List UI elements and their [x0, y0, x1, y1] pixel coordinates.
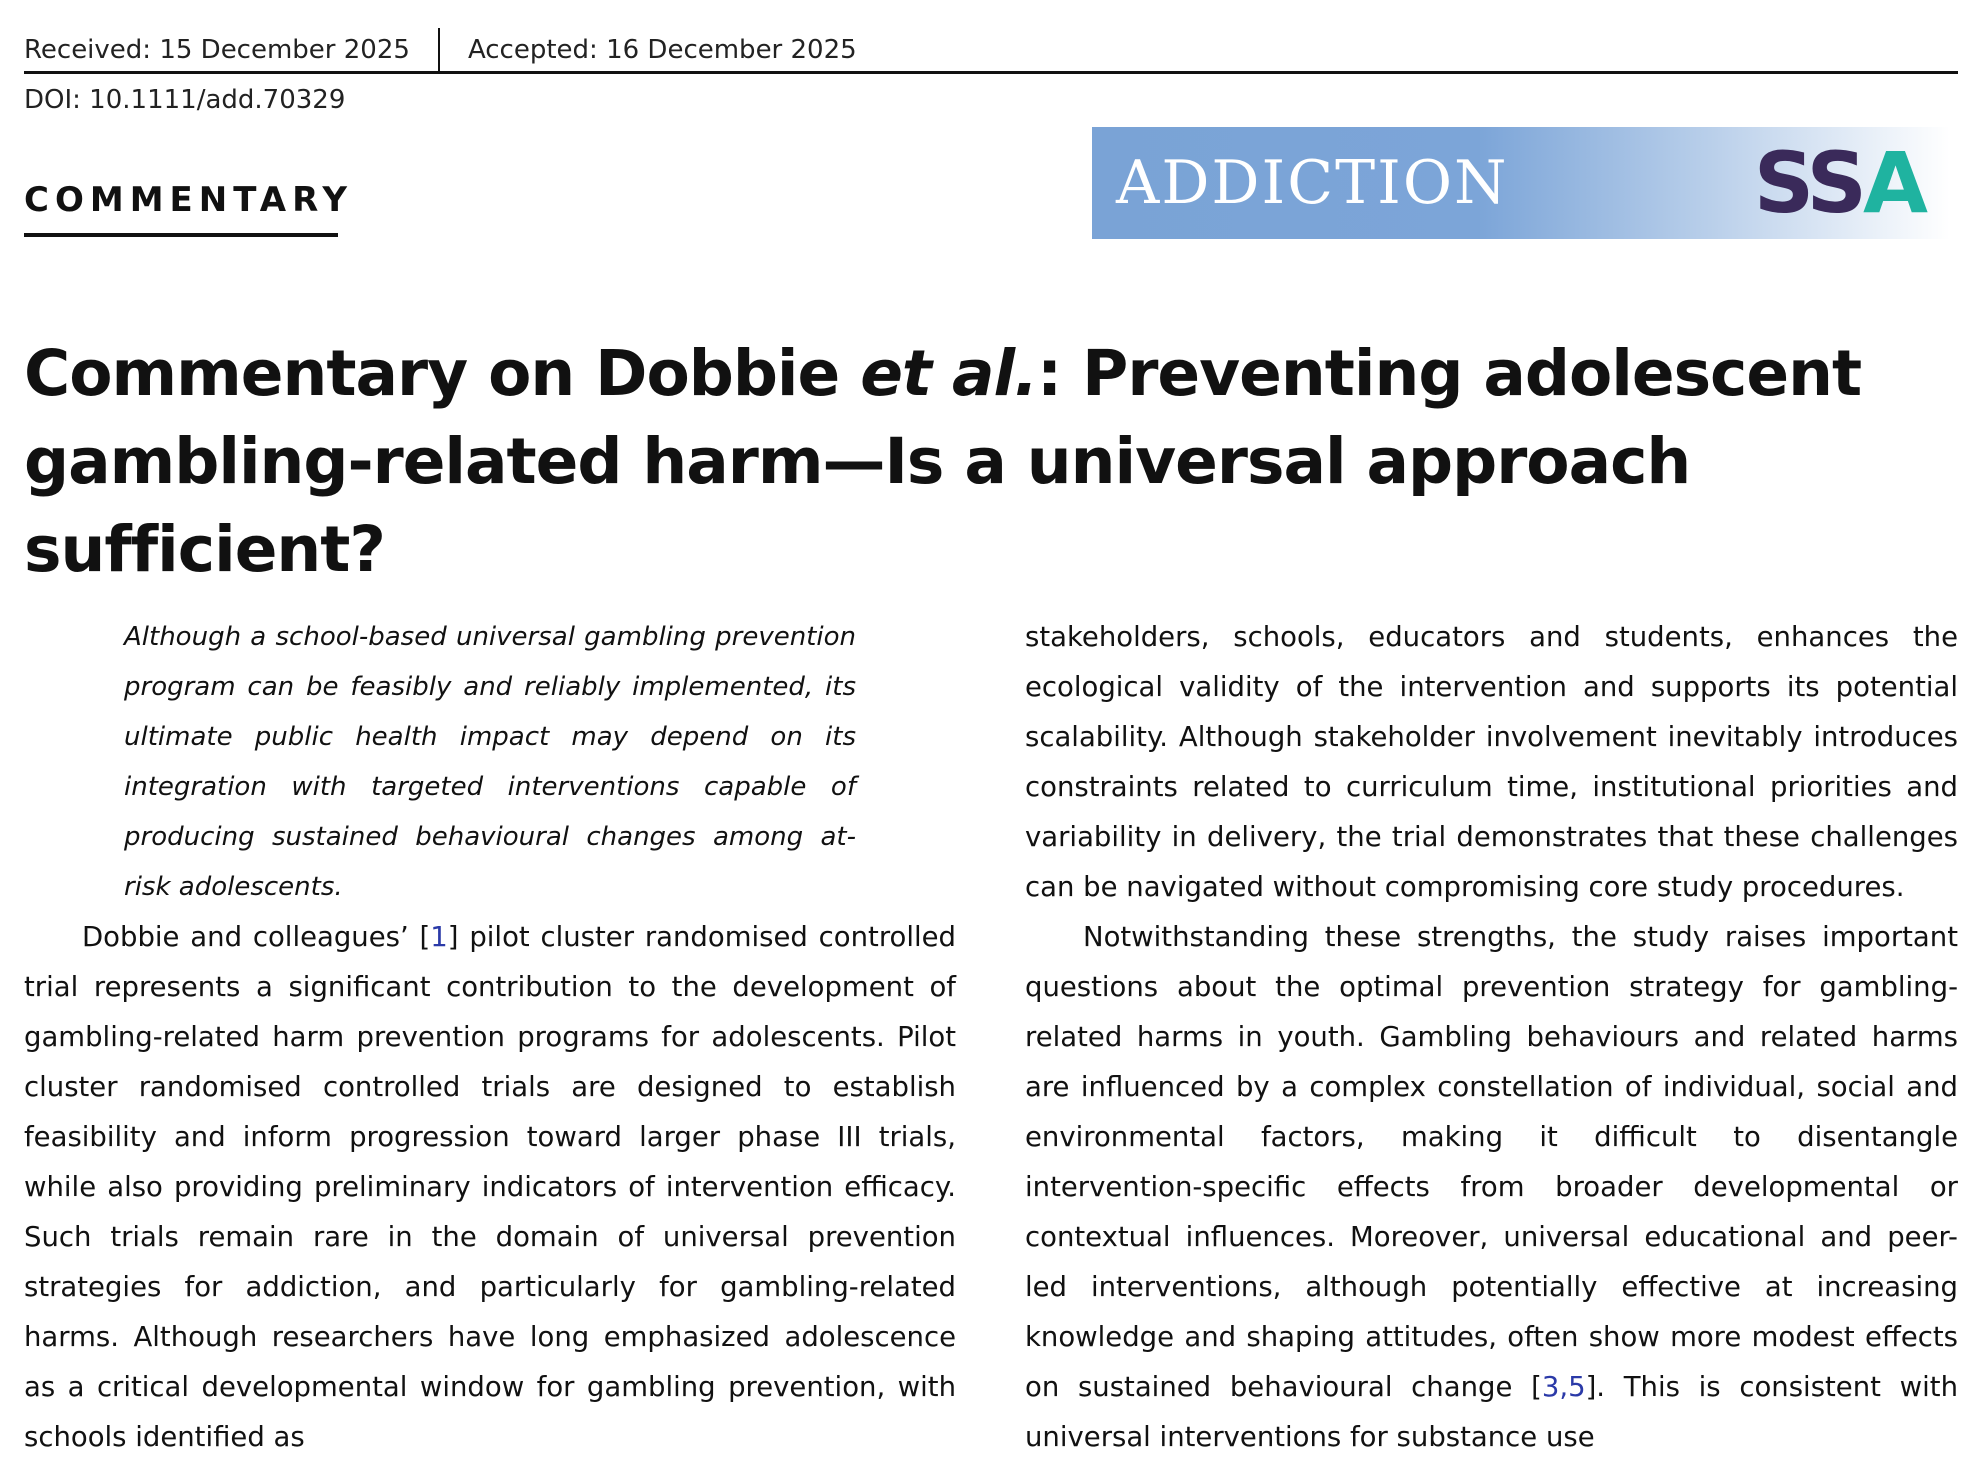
logo-ss: SS [1753, 134, 1863, 232]
title-part-1: Commentary on Dobbie [24, 337, 861, 410]
journal-name: ADDICTION [1116, 148, 1509, 218]
right-column [1025, 612, 1958, 1462]
title-part-2: : Preventing adolescent gambling-related harm—Is a universal approach sufficient? [24, 337, 1862, 586]
abstract: Although a school-based universal gambling prevention program can be feasibly and reliably implemented, its ultimate public health impact may depend on its integration with targeted interventions capable of producing sustained behavioural changes among at-risk adolescents. [124, 622, 856, 902]
date-separator [438, 28, 440, 72]
section-underline [24, 233, 338, 237]
article-title [24, 330, 1964, 594]
reference-link[interactable]: 3,5 [1541, 1371, 1586, 1403]
title-et-al: et al. [860, 337, 1038, 410]
text-segment: Dobbie and colleagues’ [ [82, 921, 431, 953]
article-dates [24, 28, 857, 72]
left-column [24, 912, 956, 1462]
body-paragraph [1025, 912, 1958, 1462]
reference-link[interactable]: 1 [430, 921, 448, 953]
header-rule [24, 71, 1958, 74]
accepted-date: Accepted: 16 December 2025 [467, 35, 857, 65]
text-segment: ]. This is consistent with universal interventions for substance use [1025, 1371, 1958, 1453]
ssa-logo [1753, 134, 1924, 232]
doi[interactable]: DOI: 10.1111/add.70329 [24, 85, 346, 115]
text-segment: ] pilot cluster randomised controlled trial represents a significant contribution to the development of gambling-related harm prevention programs for adolescents. Pilot cluster randomised controlled trials are designed to establish feasibility and inform progression toward larger phase III trials, while also providing preliminary indicators of intervention efficacy. Such trials remain rare in the domain of universal prevention strategies for addiction, and particularly for gambling-related harms. Although researchers have long emphasized adolescence as a critical developmental window for gambling prevention, with schools identified as [24, 921, 957, 1453]
section-label: COMMENTARY [24, 180, 354, 220]
text-segment: Notwithstanding these strengths, the study raises important questions about the optimal prevention strategy for gambling-related harms in youth. Gambling behaviours and related harms are influenced by a complex constellation of individual, social and environmental factors, making it difficult to disentangle intervention-specific effects from broader developmental or contextual influences. Moreover, universal educational and peer-led interventions, although potentially effective at increasing knowledge and shaping attitudes, often show more modest effects on sustained behavioural change [ [1025, 921, 1958, 1403]
body-paragraph [24, 912, 956, 1462]
logo-a: A [1862, 134, 1924, 232]
journal-banner [1092, 127, 1950, 239]
body-paragraph: stakeholders, schools, educators and students, enhances the ecological validity of the intervention and supports its potential scalability. Although stakeholder involvement inevitably introduces constraints related to curriculum time, institutional priorities and variability in delivery, the trial demonstrates that these challenges can be navigated without compromising core study procedures. [1025, 621, 1958, 903]
received-date: Received: 15 December 2025 [24, 35, 410, 65]
